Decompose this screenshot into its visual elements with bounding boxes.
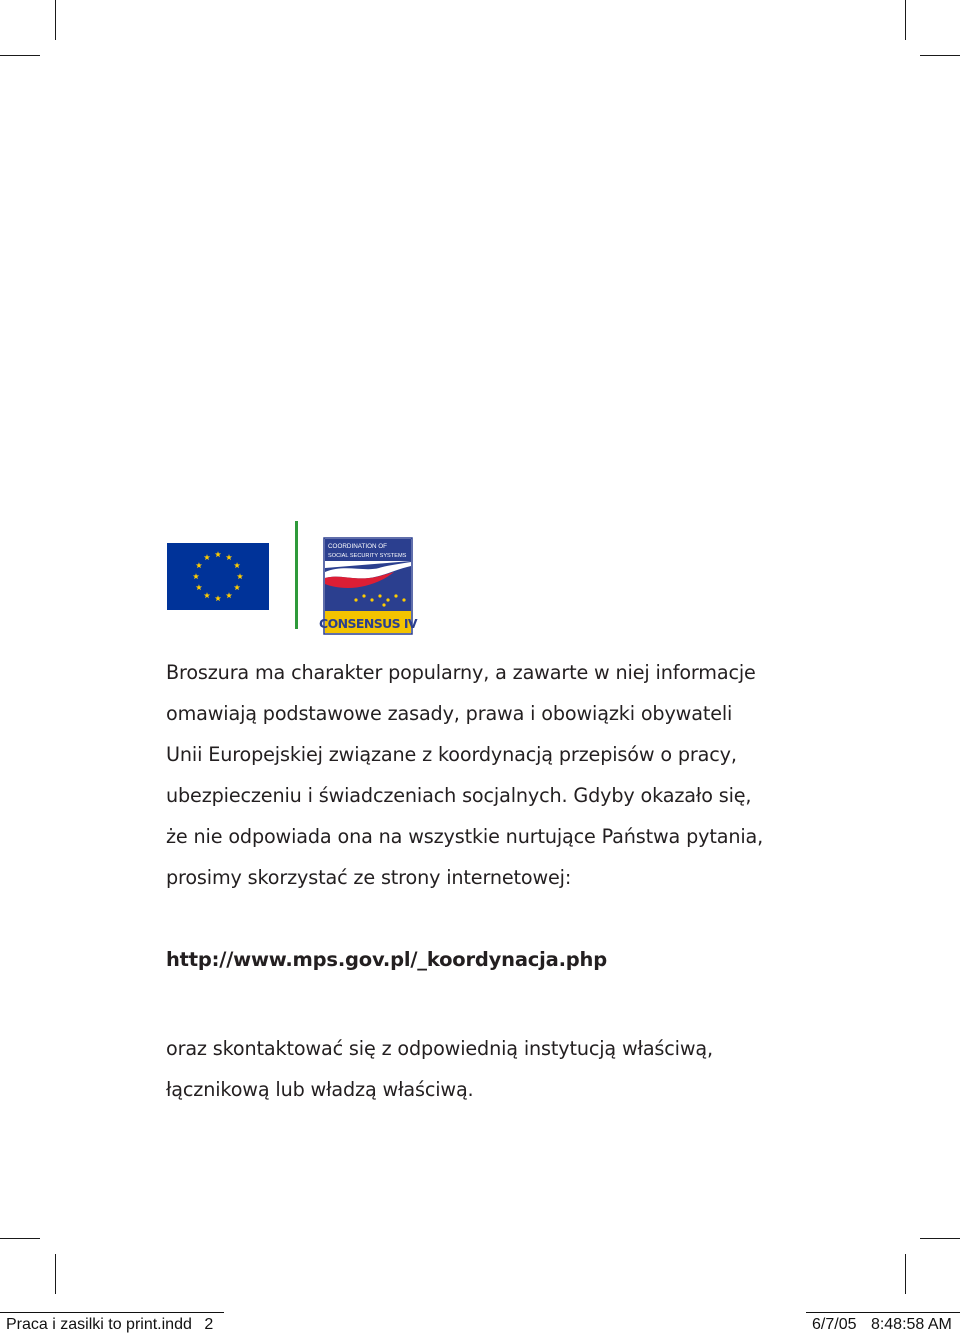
intro-line: omawiają podstawowe zasady, prawa i obowiązki obywateli: [166, 702, 733, 725]
contact-line: oraz skontaktować się z odpowiednią instytucją właściwą,: [166, 1037, 713, 1060]
intro-line: prosimy skorzystać ze strony internetowej:: [166, 866, 572, 889]
slug-filename: Praca i zasilki to print.indd: [6, 1316, 192, 1333]
slug-page-number: 2: [204, 1316, 214, 1333]
intro-line: ubezpieczeniu i świadczeniach socjalnych. Gdyby okazało się,: [166, 784, 752, 807]
intro-line: że nie odpowiada ona na wszystkie nurtujące Państwa pytania,: [166, 825, 764, 848]
consensus-name: CONSENSUS IV: [319, 616, 417, 631]
website-link[interactable]: http://www.mps.gov.pl/_koordynacja.php: [166, 948, 607, 971]
crop-mark-left-bottom: [0, 1238, 40, 1239]
slug-timestamp: [806, 1312, 960, 1337]
slug-date: 6/7/05: [812, 1316, 857, 1333]
consensus-line2: SOCIAL SECURITY SYSTEMS: [328, 553, 407, 559]
contact-paragraph: [166, 1028, 866, 1110]
crop-mark-bottom-right: [905, 1254, 906, 1294]
intro-line: Unii Europejskiej związane z koordynacją przepisów o pracy,: [166, 743, 737, 766]
consensus-line1: COORDINATION OF: [328, 543, 388, 550]
contact-line: łącznikową lub władzą właściwą.: [166, 1078, 474, 1101]
crop-mark-left-top: [0, 55, 40, 56]
logo-divider: [295, 521, 298, 629]
crop-mark-top-left: [55, 0, 56, 40]
consensus-logo: [319, 538, 417, 634]
crop-mark-top-right: [905, 0, 906, 40]
intro-paragraph: [166, 652, 866, 898]
intro-line: Broszura ma charakter popularny, a zawarte w niej informacje: [166, 661, 756, 684]
crop-mark-right-top: [920, 55, 960, 56]
crop-mark-right-bottom: [920, 1238, 960, 1239]
logo-group: [166, 521, 426, 631]
eu-flag-icon: [167, 543, 269, 610]
crop-mark-bottom-left: [55, 1254, 56, 1294]
slug-file-info: [0, 1312, 224, 1337]
slug-time: 8:48:58 AM: [870, 1316, 952, 1333]
